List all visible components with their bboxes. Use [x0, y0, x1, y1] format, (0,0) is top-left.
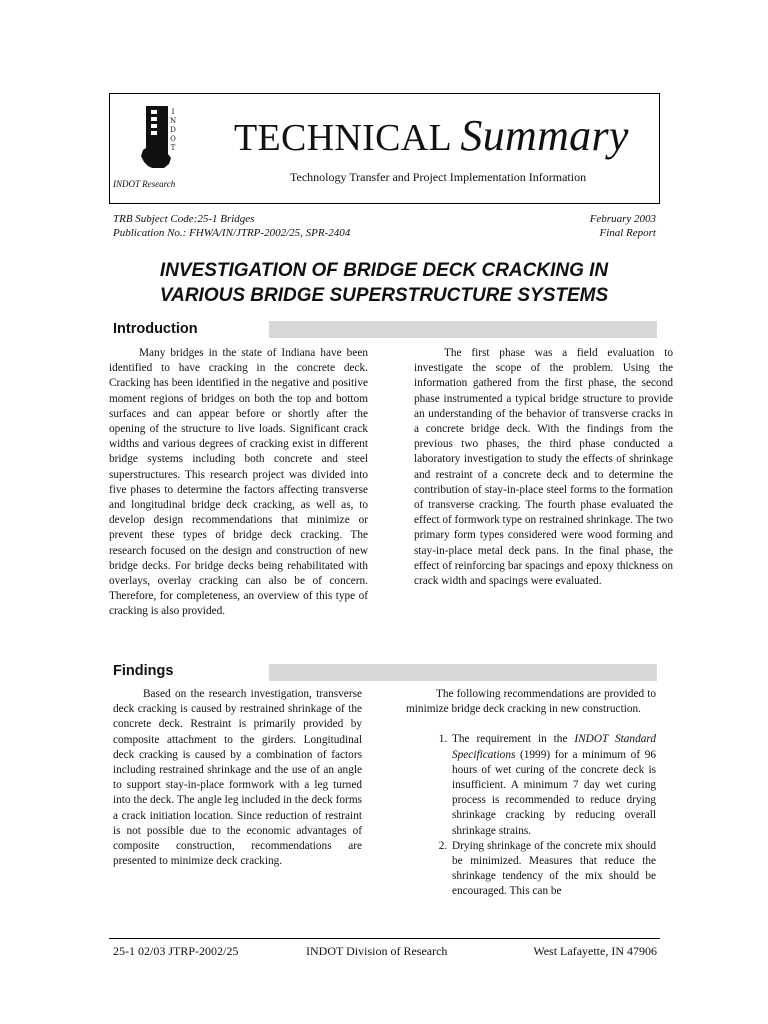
introduction-heading-bar [269, 321, 657, 338]
introduction-paragraph-2: The first phase was a field evaluation to investigate the scope of the problem. Using the information gathered from the first phase, the second phase instrumented a typical bridge structure to provide an understanding of the behavior of transverse cracks in a concrete bridge deck. With the findings from the previous two phases, the third phase conducted a laboratory investigation to study the effects of shrinkage and restraint of a concrete deck and to determine the contribution of stay-in-place steel forms to the formation of transverse cracking. The fourth phase evaluated the effect of formwork type on restrained shrinkage. The two primary form types considered were wood forming and stay-in-place metal deck pans. In the final phase, the effect of reinforcing bar spacings and epoxy thickness on crack width and spacings were evaluated. [414, 347, 674, 588]
meta-left [113, 212, 350, 240]
findings-heading: Findings [113, 663, 174, 679]
footer-rule [109, 938, 660, 939]
report-type: Final Report [599, 227, 656, 239]
document-title-line1: INVESTIGATION OF BRIDGE DECK CRACKING IN [159, 260, 609, 281]
introduction-column-left [109, 346, 368, 620]
recommendation-item-1: 1. The requirement in the INDOT Standard Specifications (1999) for a minimum of 96 hours of wet curing of the concrete deck is insufficient. A minimum 7 day wet curing process is recommended to reduce drying shrinkage cracking by reducing overall shrinkage strains. [450, 732, 656, 838]
svg-text:I: I [171, 108, 175, 116]
header-title [234, 110, 629, 161]
introduction-heading: Introduction [113, 321, 198, 337]
introduction-paragraph-1: Many bridges in the state of Indiana have been identified to have cracking in the concrete deck. Cracking has been identified in the negative and positive moment regions of bridges on both the top and bottom surfaces and can appear before or shortly after the opening of the structure to live loads. Significant crack widths and various degrees of cracking exist in different bridge systems including both concrete and steel superstructures. This research project was divided into five phases to determine the factors affecting transverse and longitudinal bridge deck cracking, as well as, to develop design recommendations that minimize or prevent these types of bridge deck cracking. The research focused on the design and construction of new bridge decks. For bridge decks being rehabilitated with overlays, overlay cracking can also be of concern. Therefore, for completeness, an overview of this type of cracking is also provided. [109, 347, 368, 618]
logo-caption: INDOT Research [113, 179, 176, 189]
svg-text:T: T [170, 144, 176, 152]
meta-right [590, 212, 656, 240]
findings-heading-bar [269, 664, 657, 681]
indot-logo [138, 104, 178, 170]
footer-left: 25-1 02/03 JTRP-2002/25 [113, 944, 239, 958]
recommendation-item-2: 2. Drying shrinkage of the concrete mix should be minimized. Measures that reduce the shrinkage tendency of the mix should be encouraged. This can be [450, 839, 656, 900]
footer-center: INDOT Division of Research [306, 944, 448, 958]
subject-code: TRB Subject Code:25-1 Bridges [113, 213, 255, 225]
title-technical: TECHNICAL [234, 117, 461, 159]
title-summary: Summary [460, 111, 629, 160]
footer-right: West Lafayette, IN 47906 [533, 944, 657, 958]
svg-text:N: N [169, 117, 177, 125]
document-title [100, 258, 668, 308]
report-date: February 2003 [589, 213, 656, 225]
header-subtitle: Technology Transfer and Project Implementation Information [290, 170, 587, 184]
findings-recommendations-intro: The following recommendations are provided to minimize bridge deck cracking in new construction. [406, 688, 656, 716]
svg-text:O: O [170, 135, 176, 143]
recommendations-list [406, 732, 656, 899]
publication-no: Publication No.: FHWA/IN/JTRP-2002/25, SPR-2404 [113, 227, 351, 239]
introduction-column-right [414, 346, 673, 589]
document-title-line2: VARIOUS BRIDGE SUPERSTRUCTURE SYSTEMS [159, 285, 609, 306]
svg-text:D: D [170, 126, 176, 134]
header-box [109, 93, 660, 204]
findings-column-right [406, 687, 656, 900]
findings-paragraph-1: Based on the research investigation, transverse deck cracking is caused by restrained shrinkage of the concrete deck. Restraint is primarily provided by composite attachment to the girders. Longitudinal deck cracking is caused by a combination of factors including restrained shrinkage and the use of an angle to support stay-in-place formwork with a leg turned into the deck. The angle leg included in the deck forms a crack initiation location. Since reduction of restraint is not possible due to the economic advantages of composite construction, recommendations are presented to minimize deck cracking. [113, 688, 362, 868]
findings-column-left [113, 687, 362, 869]
